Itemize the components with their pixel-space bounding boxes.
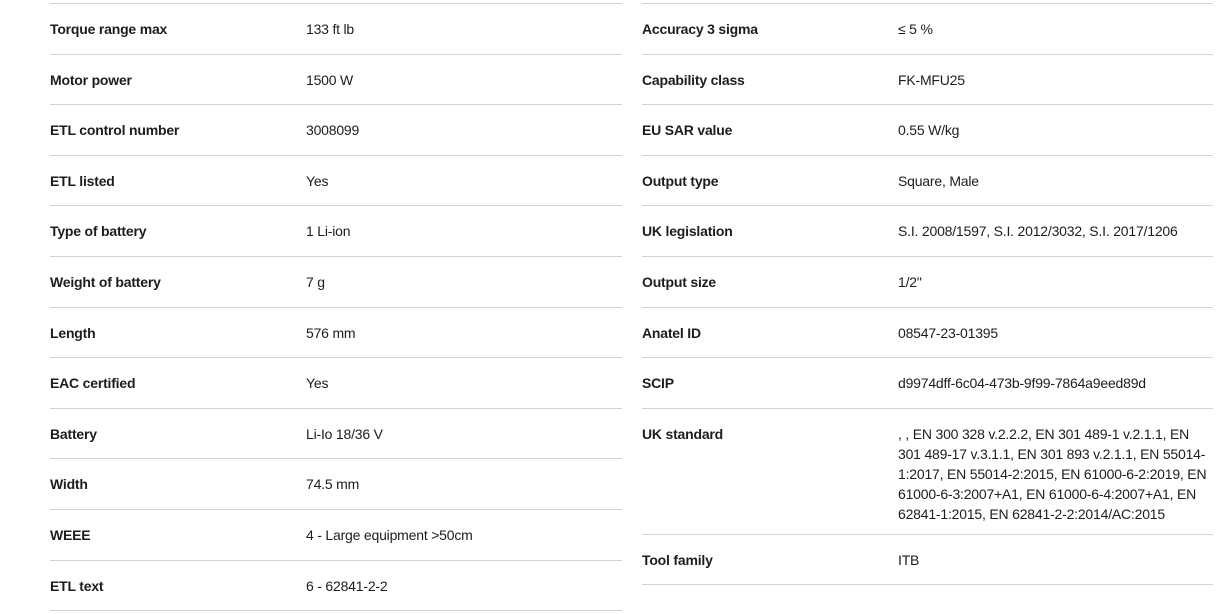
spec-label: Length bbox=[50, 324, 96, 341]
spec-label: EAC certified bbox=[50, 375, 136, 392]
spec-value: Yes bbox=[306, 172, 329, 189]
spec-label: SCIP bbox=[642, 375, 674, 392]
spec-value: 74.5 mm bbox=[306, 476, 360, 493]
spec-label: ETL text bbox=[50, 577, 104, 594]
spec-row bbox=[642, 205, 1213, 256]
spec-label: Width bbox=[50, 476, 88, 493]
spec-row bbox=[50, 509, 622, 560]
spec-value: ITB bbox=[898, 551, 920, 568]
spec-row bbox=[50, 256, 622, 307]
spec-value: 3008099 bbox=[306, 122, 360, 139]
spec-label: WEEE bbox=[50, 526, 91, 543]
spec-row bbox=[50, 104, 622, 155]
spec-row bbox=[50, 560, 622, 611]
spec-row bbox=[50, 54, 622, 105]
spec-value: 08547-23-01395 bbox=[898, 324, 998, 341]
spec-label: Battery bbox=[50, 425, 97, 442]
spec-value: 6 - 62841-2-2 bbox=[306, 577, 388, 594]
spec-value: 1500 W bbox=[306, 71, 354, 88]
spec-label: Weight of battery bbox=[50, 273, 161, 290]
spec-label: Accuracy 3 sigma bbox=[642, 21, 758, 37]
spec-row bbox=[642, 307, 1213, 358]
spec-value: FK-MFU25 bbox=[898, 71, 965, 88]
spec-label: EU SAR value bbox=[642, 122, 733, 139]
spec-label: ETL control number bbox=[50, 122, 180, 139]
spec-value: 1/2" bbox=[898, 273, 922, 290]
spec-value: Li-Io 18/36 V bbox=[306, 425, 383, 442]
spec-row bbox=[50, 357, 622, 408]
spec-value: 133 ft lb bbox=[306, 21, 355, 37]
spec-row bbox=[50, 3, 622, 54]
spec-value: 0.55 W/kg bbox=[898, 122, 960, 139]
spec-row bbox=[642, 408, 1213, 534]
spec-row bbox=[50, 155, 622, 206]
spec-label: ETL listed bbox=[50, 172, 115, 189]
spec-row bbox=[642, 104, 1213, 155]
spec-label: UK legislation bbox=[642, 223, 733, 240]
spec-row bbox=[642, 256, 1213, 307]
spec-value: S.I. 2008/1597, S.I. 2012/3032, S.I. 2017/1206 bbox=[898, 223, 1178, 240]
spec-table-right bbox=[642, 3, 1213, 585]
spec-label: Torque range max bbox=[50, 21, 168, 37]
spec-label: Capability class bbox=[642, 71, 745, 88]
spec-label: Output size bbox=[642, 273, 717, 290]
spec-value: 1 Li-ion bbox=[306, 223, 351, 240]
spec-row bbox=[50, 458, 622, 509]
spec-label: Tool family bbox=[642, 551, 713, 568]
spec-table-left bbox=[50, 3, 622, 611]
spec-label: UK standard bbox=[642, 425, 724, 442]
spec-row bbox=[642, 3, 1213, 54]
spec-row bbox=[642, 54, 1213, 105]
spec-label: Output type bbox=[642, 172, 719, 189]
spec-value: ≤ 5 % bbox=[898, 21, 933, 37]
spec-value: 7 g bbox=[306, 273, 325, 290]
spec-value: Yes bbox=[306, 375, 329, 392]
spec-row bbox=[50, 205, 622, 256]
spec-value: , , EN 300 328 v.2.2.2, EN 301 489-1 v.2.1.1, EN 301 489-17 v.3.1.1, EN 301 893 v.2.1.1, EN 55014-1:2017, EN 55014-2:2015, EN 61000-6-2:2019, EN 61000-6-3:2007+A1, EN 61000-6-4:2007+A1, EN 62841-1:2015, EN 62841-2-2:2014/AC:2015 bbox=[898, 425, 1207, 522]
spec-label: Anatel ID bbox=[642, 324, 701, 341]
spec-row bbox=[50, 307, 622, 358]
spec-row bbox=[642, 534, 1213, 585]
spec-label: Type of battery bbox=[50, 223, 147, 240]
spec-row bbox=[50, 408, 622, 459]
spec-value: Square, Male bbox=[898, 172, 979, 189]
spec-label: Motor power bbox=[50, 71, 132, 88]
spec-row bbox=[642, 357, 1213, 408]
spec-value: d9974dff-6c04-473b-9f99-7864a9eed89d bbox=[898, 375, 1146, 392]
spec-value: 4 - Large equipment >50cm bbox=[306, 526, 473, 543]
spec-value: 576 mm bbox=[306, 324, 356, 341]
spec-row bbox=[642, 155, 1213, 206]
